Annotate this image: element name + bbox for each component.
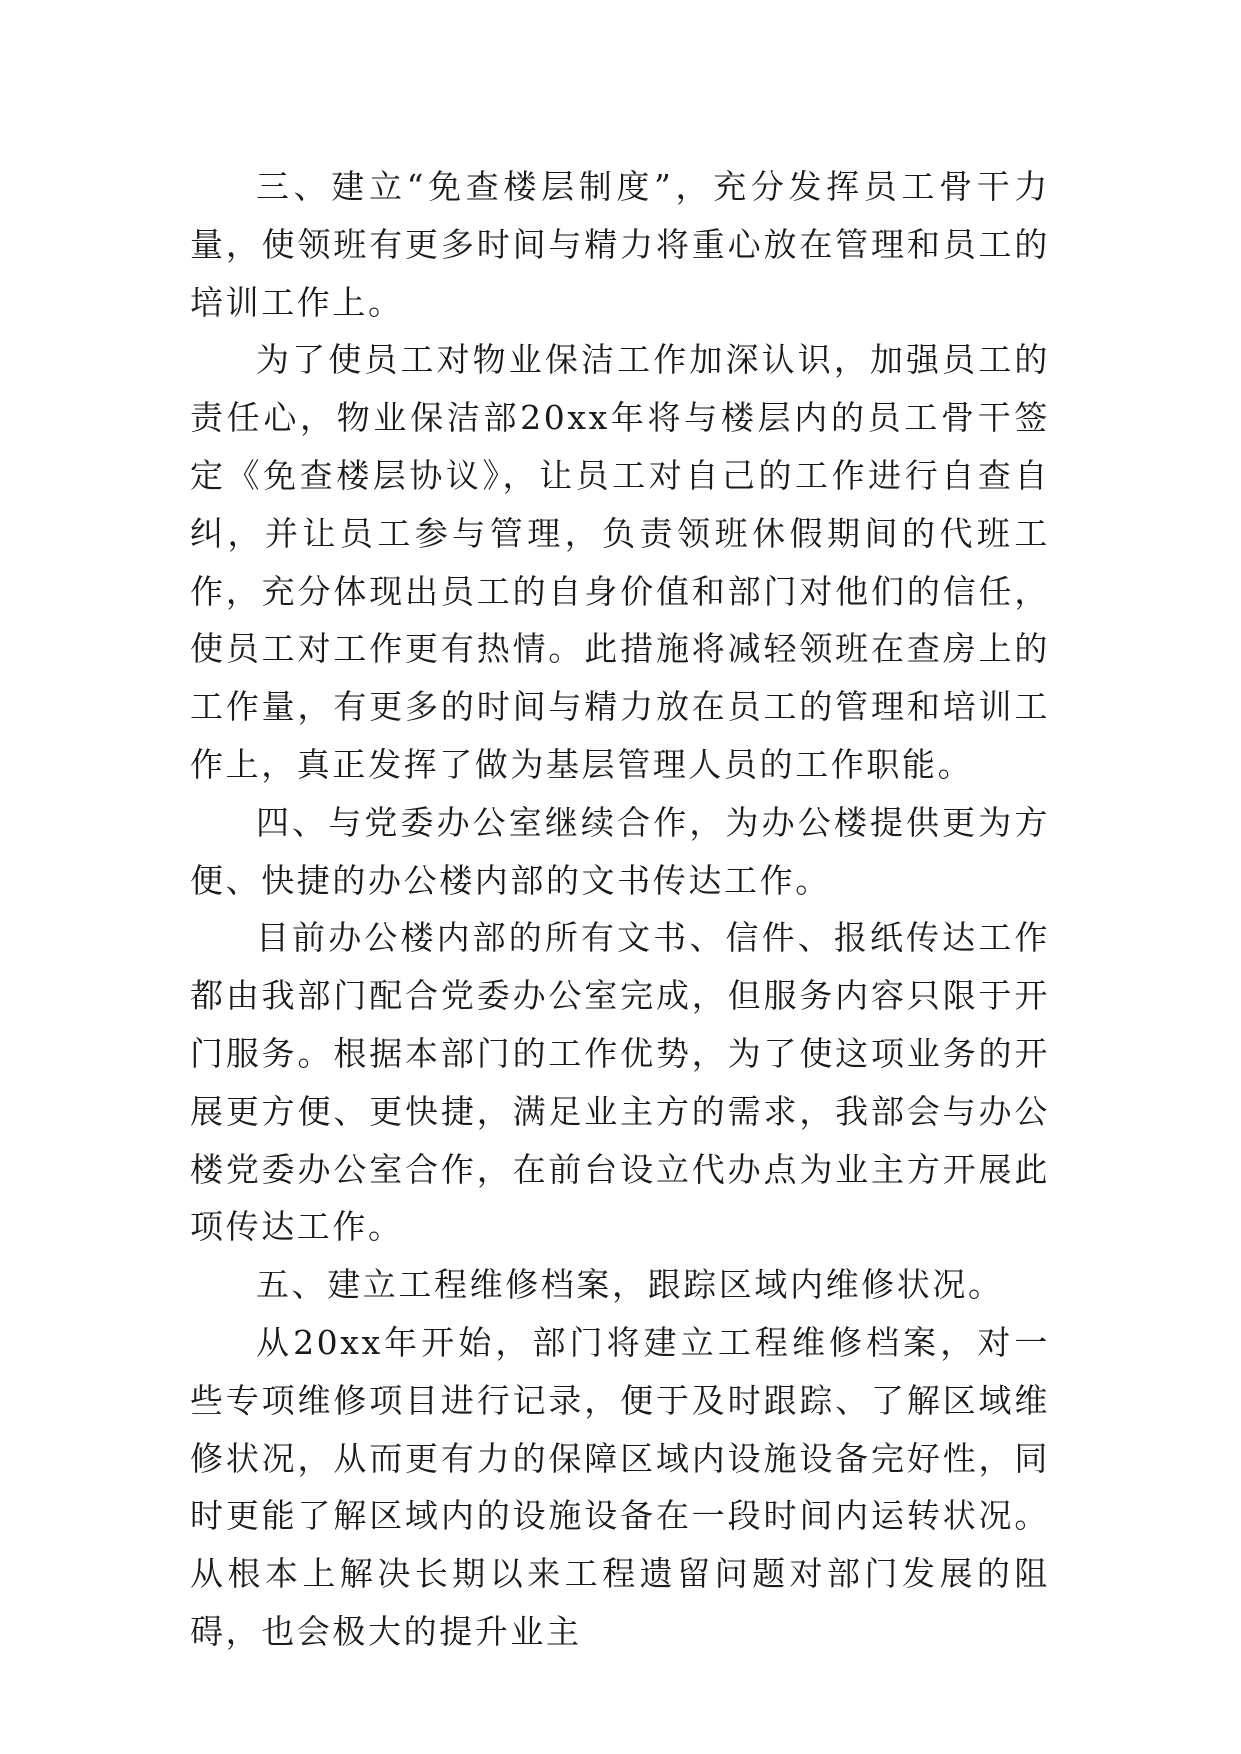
section-heading-three: 三、建立“免查楼层制度”，充分发挥员工骨干力量，使领班有更多时间与精力将重心放在管理和员工的培训工作上。 — [190, 167, 1050, 322]
section-heading-five: 五、建立工程维修档案，跟踪区域内维修状况。 — [256, 1265, 1004, 1305]
section-heading-four: 四、与党委办公室继续合作，为办公楼提供更为方便、快捷的办公楼内部的文书传达工作。 — [190, 802, 1050, 900]
body-paragraph: 为了使员工对物业保洁工作加深认识，加强员工的责任心，物业保洁部20xx年将与楼层内的员工骨干签定《免查楼层协议》，让员工对自己的工作进行自查自纠，并让员工参与管理，负责领班休假期间的代班工作，充分体现出员工的自身价值和部门对他们的信任，使员工对工作更有热情。此措施将减轻领班在查房上的工作量，有更多的时间与精力放在员工的管理和培训工作上，真正发挥了做为基层管理人员的工作职能。 — [190, 340, 1050, 784]
body-paragraph: 从20xx年开始，部门将建立工程维修档案，对一些专项维修项目进行记录，便于及时跟踪、了解区域维修状况，从而更有力的保障区域内设施设备完好性，同时更能了解区域内的设施设备在一段时间内运转状况。从根本上解决长期以来工程遗留问题对部门发展的阻碍，也会极大的提升业主 — [190, 1322, 1050, 1651]
body-paragraph: 目前办公楼内部的所有文书、信件、报纸传达工作都由我部门配合党委办公室完成，但服务内容只限于开门服务。根据本部门的工作优势，为了使这项业务的开展更方便、更快捷，满足业主方的需求，我部会与办公楼党委办公室合作，在前台设立代办点为业主方开展此项传达工作。 — [190, 918, 1050, 1247]
document-page — [190, 158, 1050, 1661]
